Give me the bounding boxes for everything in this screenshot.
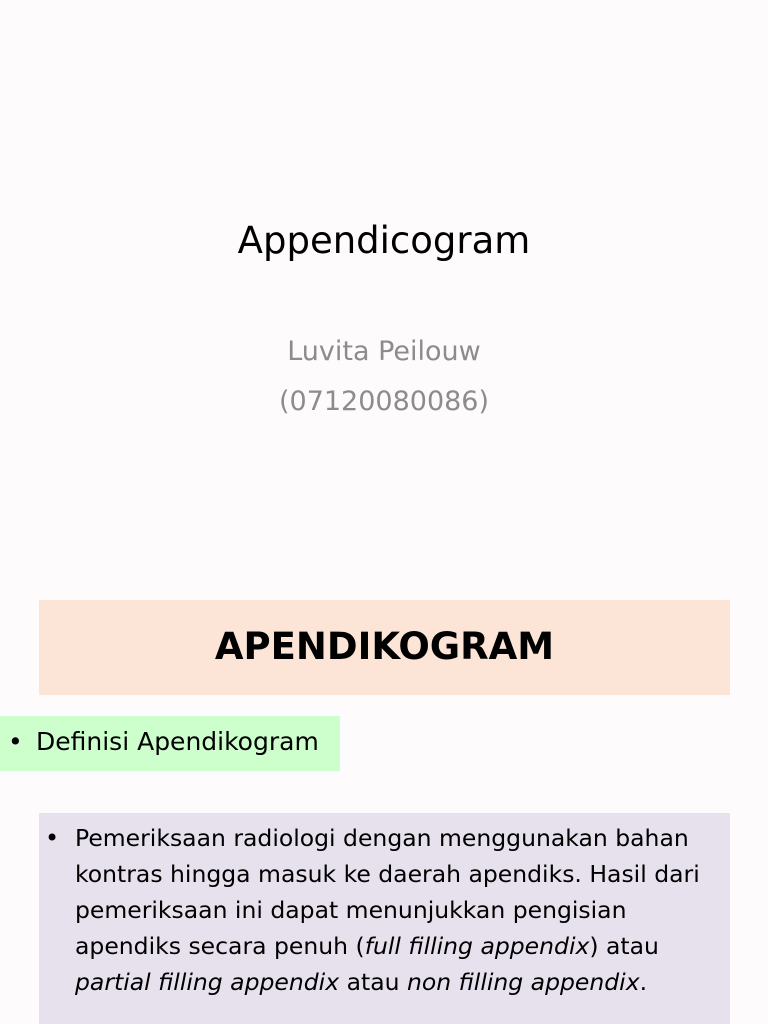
- definition-heading: Definisi Apendikogram: [36, 727, 319, 756]
- student-id: (07120080086): [278, 386, 490, 417]
- slide-title: Appendicogram: [237, 219, 531, 262]
- non-filling-term: non filling appendix: [406, 968, 640, 996]
- bullet-icon: •: [8, 727, 23, 756]
- full-filling-term: full filling appendix: [364, 932, 590, 960]
- definition-heading-item: [8, 725, 319, 759]
- bullet-icon: •: [45, 824, 60, 852]
- banner-heading: APENDIKOGRAM: [214, 625, 555, 668]
- definition-part1: Pemeriksaan radiologi dengan menggunakan bahan kontras hingga masuk ke daerah apendiks. Hasil dari pemeriksaan ini dapat menunjukkan pengisian apendiks secara penuh (: [75, 824, 700, 960]
- heading-banner: [39, 600, 730, 695]
- definition-part2: ) atau: [589, 932, 659, 960]
- partial-filling-term: partial filling appendix: [75, 968, 340, 996]
- definition-text: [75, 820, 715, 1000]
- author-name: Luvita Peilouw: [287, 336, 481, 367]
- definition-box: [39, 813, 730, 1024]
- definition-part4: .: [639, 968, 648, 996]
- definition-heading-box: [0, 716, 340, 771]
- definition-part3: atau: [339, 968, 407, 996]
